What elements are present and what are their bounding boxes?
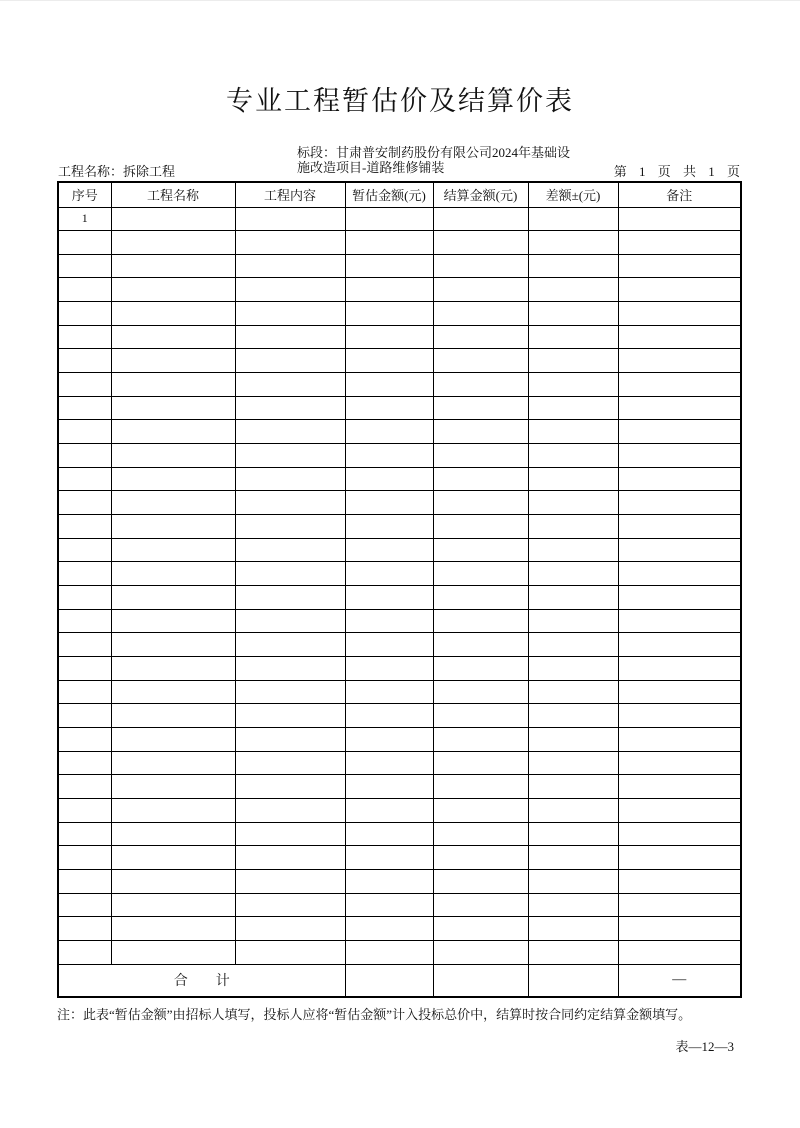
table-cell [111, 680, 235, 704]
table-cell [618, 656, 741, 680]
table-cell [235, 325, 345, 349]
table-cell [58, 680, 111, 704]
table-cell [618, 420, 741, 444]
table-cell [528, 869, 618, 893]
table-cell [528, 491, 618, 515]
table-cell [111, 373, 235, 397]
table-cell [528, 420, 618, 444]
table-row [58, 704, 741, 728]
table-cell [235, 396, 345, 420]
table-cell [345, 586, 433, 610]
table-cell [345, 396, 433, 420]
table-cell [345, 231, 433, 255]
table-cell [58, 775, 111, 799]
table-cell [345, 373, 433, 397]
table-cell [58, 869, 111, 893]
table-cell [111, 656, 235, 680]
table-cell [58, 609, 111, 633]
col-header-settlement-amount: 结算金额(元) [433, 182, 528, 207]
table-cell [528, 325, 618, 349]
table-cell [235, 467, 345, 491]
table-cell [111, 940, 235, 964]
table-cell [528, 302, 618, 326]
table-row [58, 515, 741, 539]
table-cell [111, 396, 235, 420]
table-cell [618, 869, 741, 893]
table-cell [618, 798, 741, 822]
table-row [58, 940, 741, 964]
table-cell [618, 349, 741, 373]
table-cell [58, 302, 111, 326]
table-cell [235, 515, 345, 539]
col-header-project-name: 工程名称 [111, 182, 235, 207]
table-cell [528, 775, 618, 799]
table-cell [433, 609, 528, 633]
table-cell [528, 680, 618, 704]
table-cell [111, 609, 235, 633]
table-cell [345, 822, 433, 846]
table-cell [618, 467, 741, 491]
table-cell [111, 278, 235, 302]
table-cell [618, 775, 741, 799]
table-cell [235, 917, 345, 941]
table-cell [111, 538, 235, 562]
table-cell [235, 869, 345, 893]
table-cell [345, 444, 433, 468]
table-cell [235, 822, 345, 846]
table-cell [58, 254, 111, 278]
table-cell [111, 515, 235, 539]
table-row [58, 538, 741, 562]
table-cell [235, 775, 345, 799]
table-cell [618, 917, 741, 941]
table-row [58, 775, 741, 799]
table-cell [528, 940, 618, 964]
table-cell [58, 751, 111, 775]
table-header [58, 182, 741, 207]
table-cell [618, 325, 741, 349]
table-cell [345, 349, 433, 373]
table-cell [618, 302, 741, 326]
section-label [297, 145, 597, 175]
table-cell [111, 325, 235, 349]
table-row [58, 846, 741, 870]
table-cell [618, 444, 741, 468]
table-cell [345, 917, 433, 941]
header-info-row [57, 145, 740, 181]
table-cell [618, 396, 741, 420]
table-cell [58, 444, 111, 468]
table-cell [345, 325, 433, 349]
table-cell [111, 491, 235, 515]
table-cell [618, 562, 741, 586]
col-header-remarks: 备注 [618, 182, 741, 207]
table-cell [528, 609, 618, 633]
table-cell [58, 396, 111, 420]
table-cell [433, 751, 528, 775]
table-cell [618, 680, 741, 704]
table-cell [433, 420, 528, 444]
table-row [58, 302, 741, 326]
table-cell [433, 727, 528, 751]
table-row [58, 420, 741, 444]
table-cell [618, 727, 741, 751]
table-cell [111, 822, 235, 846]
table-cell [111, 586, 235, 610]
table-cell [58, 586, 111, 610]
table-cell [618, 491, 741, 515]
col-header-project-content: 工程内容 [235, 182, 345, 207]
col-header-provisional-amount: 暂估金额(元) [345, 182, 433, 207]
table-cell [235, 751, 345, 775]
table-cell [235, 893, 345, 917]
table-cell [528, 278, 618, 302]
table-cell [58, 822, 111, 846]
table-row [58, 680, 741, 704]
table-cell [111, 444, 235, 468]
table-cell [433, 302, 528, 326]
table-cell [433, 656, 528, 680]
table-cell [111, 775, 235, 799]
table-cell [58, 893, 111, 917]
table-cell [528, 254, 618, 278]
table-cell [528, 586, 618, 610]
table-cell [345, 656, 433, 680]
table-cell [235, 231, 345, 255]
table-header-row [58, 182, 741, 207]
table-cell [528, 515, 618, 539]
table-cell [111, 869, 235, 893]
table-cell [433, 349, 528, 373]
table-cell [433, 633, 528, 657]
table-cell [345, 893, 433, 917]
table-cell [111, 420, 235, 444]
table-cell [111, 231, 235, 255]
table-cell [528, 751, 618, 775]
table-cell [528, 917, 618, 941]
table-cell [528, 798, 618, 822]
table-cell [618, 254, 741, 278]
table-cell [618, 586, 741, 610]
table-cell [345, 302, 433, 326]
table-cell [528, 822, 618, 846]
table-row [58, 396, 741, 420]
table-cell [58, 704, 111, 728]
table-row [58, 444, 741, 468]
table-cell [235, 656, 345, 680]
table-cell [433, 562, 528, 586]
table-cell [111, 917, 235, 941]
table-cell [345, 515, 433, 539]
table-cell [235, 420, 345, 444]
document-title: 专业工程暂估价及结算价表 [226, 86, 574, 116]
table-cell [345, 562, 433, 586]
table-row [58, 727, 741, 751]
table-cell [111, 727, 235, 751]
table-cell [235, 207, 345, 231]
table-row [58, 633, 741, 657]
table-cell [58, 562, 111, 586]
table-cell [528, 893, 618, 917]
table-cell [618, 231, 741, 255]
table-cell [433, 680, 528, 704]
table-cell [433, 491, 528, 515]
table-cell [433, 775, 528, 799]
section-line-2: 施改造项目-道路维修铺装 [297, 160, 445, 175]
table-cell [433, 278, 528, 302]
table-cell [111, 302, 235, 326]
table-cell [433, 869, 528, 893]
table-cell [235, 349, 345, 373]
table-row [58, 254, 741, 278]
table-cell [111, 798, 235, 822]
total-remark-cell: — [618, 964, 741, 997]
table-cell [58, 798, 111, 822]
table-cell [618, 633, 741, 657]
table-cell [58, 727, 111, 751]
col-header-seq: 序号 [58, 182, 111, 207]
table-cell [235, 609, 345, 633]
table-cell [235, 302, 345, 326]
table-cell [235, 704, 345, 728]
table-row [58, 822, 741, 846]
table-row [58, 609, 741, 633]
table-row [58, 349, 741, 373]
page-indicator: 第 1 页 共 1 页 [613, 164, 740, 179]
table-cell [345, 491, 433, 515]
table-cell [345, 254, 433, 278]
table-cell [235, 633, 345, 657]
table-cell [433, 231, 528, 255]
table-cell [433, 515, 528, 539]
table-cell [433, 586, 528, 610]
table-cell [433, 444, 528, 468]
table-cell [345, 751, 433, 775]
table-cell [58, 491, 111, 515]
table-cell [618, 893, 741, 917]
table-cell [345, 798, 433, 822]
table-row [58, 231, 741, 255]
table-cell [528, 633, 618, 657]
table-cell [528, 444, 618, 468]
table-row [58, 893, 741, 917]
total-settlement-cell [433, 964, 528, 997]
table-cell [345, 727, 433, 751]
table-cell [528, 656, 618, 680]
table-row [58, 562, 741, 586]
table-cell [345, 538, 433, 562]
table-cell [433, 467, 528, 491]
table-cell [433, 538, 528, 562]
table-cell [433, 254, 528, 278]
table-cell [58, 940, 111, 964]
table-cell [618, 373, 741, 397]
table-cell [235, 586, 345, 610]
table-cell [433, 207, 528, 231]
table-cell [345, 420, 433, 444]
table-cell [58, 846, 111, 870]
table-cell [111, 633, 235, 657]
table-footer [58, 964, 741, 997]
table-cell [345, 846, 433, 870]
table-cell [111, 254, 235, 278]
table-cell [433, 846, 528, 870]
total-difference-cell [528, 964, 618, 997]
table-cell [111, 893, 235, 917]
table-row [58, 751, 741, 775]
table-cell [528, 846, 618, 870]
table-row [58, 869, 741, 893]
table-row [58, 207, 741, 231]
table-cell [618, 609, 741, 633]
table-cell [235, 798, 345, 822]
table-cell [433, 917, 528, 941]
table-cell [618, 940, 741, 964]
table-cell [345, 704, 433, 728]
total-label-cell: 合 计 [58, 964, 345, 997]
table-cell [111, 349, 235, 373]
table-row [58, 586, 741, 610]
table-cell [618, 207, 741, 231]
table-row [58, 467, 741, 491]
table-cell [58, 231, 111, 255]
table-row [58, 373, 741, 397]
table-cell [235, 538, 345, 562]
table-cell [111, 207, 235, 231]
section-line-1: 标段：甘肃普安制药股份有限公司2024年基础设 [297, 145, 571, 160]
table-cell [58, 917, 111, 941]
table-row [58, 798, 741, 822]
table-row [58, 656, 741, 680]
form-code: 表—12—3 [675, 1039, 734, 1054]
table-cell [345, 775, 433, 799]
table-cell [528, 562, 618, 586]
table-cell [433, 396, 528, 420]
table-cell [618, 538, 741, 562]
table-cell [618, 278, 741, 302]
table-cell [528, 349, 618, 373]
table-cell [345, 633, 433, 657]
table-row [58, 917, 741, 941]
table-row [58, 325, 741, 349]
table-cell [433, 798, 528, 822]
table-cell [235, 278, 345, 302]
table-cell [111, 704, 235, 728]
table-cell [433, 704, 528, 728]
project-name-label: 工程名称：拆除工程 [58, 164, 176, 179]
table-cell [111, 562, 235, 586]
table-cell [528, 727, 618, 751]
table-cell: 1 [58, 207, 111, 231]
table-cell [345, 680, 433, 704]
table-cell [528, 396, 618, 420]
table-cell [528, 231, 618, 255]
table-cell [433, 940, 528, 964]
table-cell [235, 940, 345, 964]
table-cell [58, 325, 111, 349]
table-cell [58, 278, 111, 302]
table-cell [618, 846, 741, 870]
table-cell [528, 373, 618, 397]
table-cell [345, 278, 433, 302]
table-cell [58, 467, 111, 491]
table-cell [111, 846, 235, 870]
table-cell [618, 515, 741, 539]
table-body [58, 207, 741, 964]
total-row [58, 964, 741, 997]
table-cell [345, 467, 433, 491]
table-cell [345, 869, 433, 893]
provisional-price-table [57, 181, 742, 998]
table-row [58, 278, 741, 302]
table-cell [111, 467, 235, 491]
table-cell [618, 751, 741, 775]
table-cell [58, 656, 111, 680]
table-cell [58, 633, 111, 657]
table-cell [58, 538, 111, 562]
table-cell [235, 680, 345, 704]
table-cell [235, 727, 345, 751]
table-cell [618, 822, 741, 846]
table-cell [345, 609, 433, 633]
table-cell [58, 349, 111, 373]
table-cell [235, 491, 345, 515]
table-cell [433, 893, 528, 917]
table-cell [235, 444, 345, 468]
table-cell [433, 822, 528, 846]
table-cell [528, 538, 618, 562]
table-cell [111, 751, 235, 775]
footnote: 注：此表“暂估金额”由招标人填写，投标人应将“暂估金额”计入投标总价中，结算时按合同约定结算金额填写。 [57, 1007, 692, 1022]
table-cell [345, 207, 433, 231]
table-cell [345, 940, 433, 964]
table-cell [528, 704, 618, 728]
table-cell [235, 846, 345, 870]
table-cell [433, 373, 528, 397]
table-cell [58, 515, 111, 539]
table-cell [235, 373, 345, 397]
table-cell [433, 325, 528, 349]
col-header-difference: 差额±(元) [528, 182, 618, 207]
table-cell [58, 373, 111, 397]
total-provisional-cell [345, 964, 433, 997]
table-cell [235, 562, 345, 586]
table-cell [235, 254, 345, 278]
table-cell [58, 420, 111, 444]
table-cell [618, 704, 741, 728]
table-cell [528, 207, 618, 231]
table-cell [528, 467, 618, 491]
table-row [58, 491, 741, 515]
